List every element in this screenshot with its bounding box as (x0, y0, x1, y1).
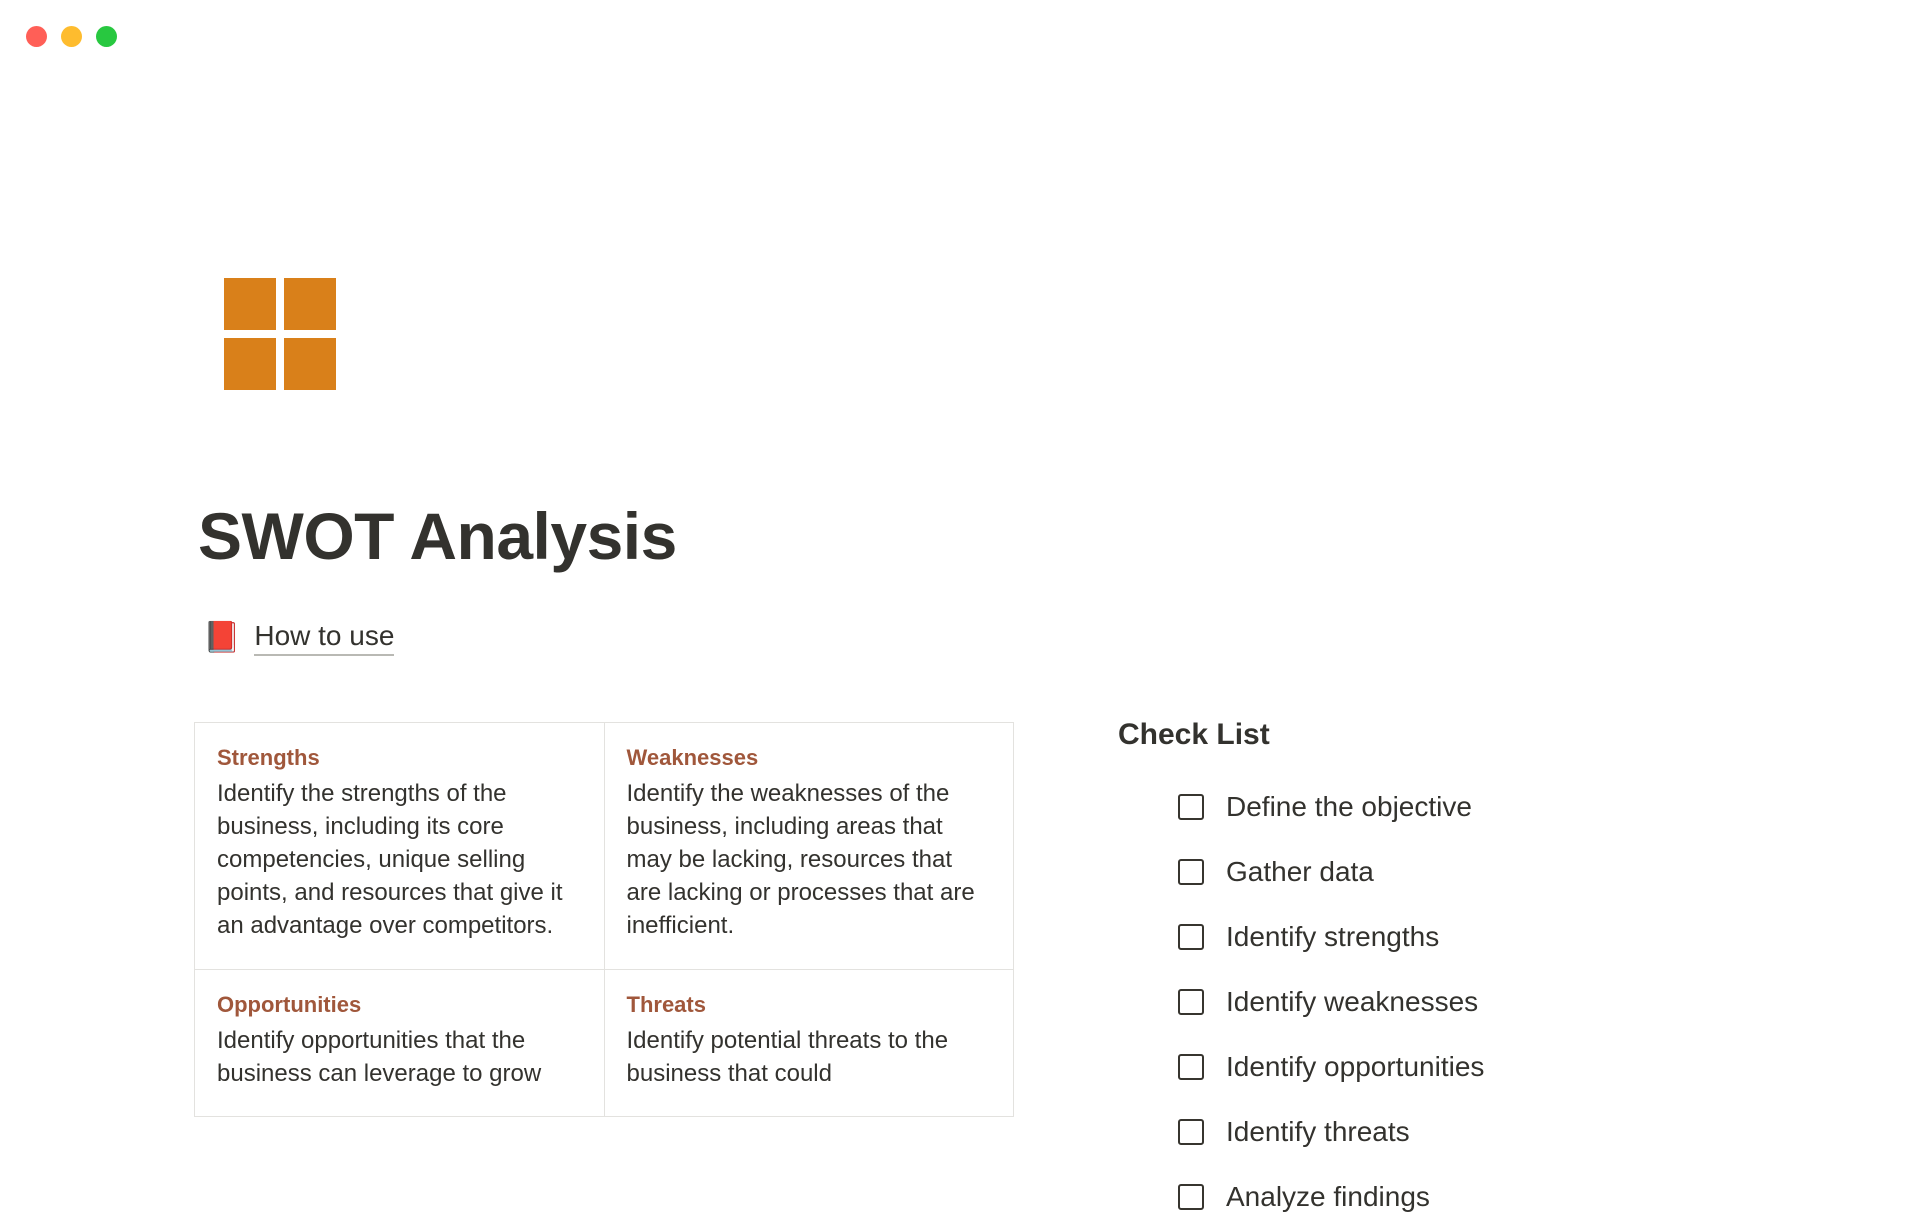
check-item-label: Identify opportunities (1226, 1050, 1485, 1082)
page-title: SWOT Analysis (198, 499, 677, 573)
window-title-bar (0, 0, 1920, 72)
swot-cell-weaknesses[interactable] (605, 723, 1015, 970)
logo-square-bottom-right (284, 338, 336, 390)
list-item[interactable] (1118, 839, 1818, 904)
logo-square-bottom-left (224, 338, 276, 390)
check-list (1118, 718, 1818, 1229)
table-row (195, 723, 1014, 970)
how-to-use-link[interactable] (203, 620, 394, 656)
checkbox-icon[interactable] (1178, 1119, 1204, 1145)
cell-body: Identify opportunities that the business can leverage to grow (217, 1026, 542, 1087)
list-item[interactable] (1118, 1034, 1818, 1099)
list-item[interactable] (1118, 774, 1818, 839)
checkbox-icon[interactable] (1178, 924, 1204, 950)
swot-cell-threats[interactable] (605, 970, 1015, 1117)
list-item[interactable] (1118, 969, 1818, 1034)
list-item[interactable] (1118, 1099, 1818, 1164)
window-controls (26, 26, 117, 47)
list-item[interactable] (1118, 1164, 1818, 1229)
checkbox-icon[interactable] (1178, 859, 1204, 885)
list-item[interactable] (1118, 904, 1818, 969)
minimize-window-button[interactable] (61, 26, 82, 47)
check-item-label: Identify strengths (1226, 920, 1440, 952)
table-row (195, 970, 1014, 1117)
check-item-label: Identify threats (1226, 1115, 1410, 1147)
check-item-label: Define the objective (1226, 790, 1472, 822)
logo-square-top-right (284, 278, 336, 330)
cell-body: Identify potential threats to the business that could (626, 1026, 949, 1087)
checkbox-icon[interactable] (1178, 989, 1204, 1015)
checkbox-icon[interactable] (1178, 794, 1204, 820)
closed-book-icon: 📕 (203, 621, 241, 654)
swot-table (194, 722, 1014, 1117)
how-to-use-label[interactable]: How to use (254, 620, 394, 656)
logo-square-top-left (224, 278, 276, 330)
cell-body: Identify the strengths of the business, including its core competencies, unique selling points, and resources that give it an advantage over competitors. (217, 780, 563, 940)
cell-title: Weaknesses (626, 745, 759, 770)
cell-title: Opportunities (217, 991, 362, 1017)
cell-body: Identify the weaknesses of the business, including areas that may be lacking, resources that are lacking or processes that are inefficient. (626, 780, 975, 940)
check-item-label: Gather data (1226, 855, 1374, 887)
check-item-label: Identify weaknesses (1226, 985, 1479, 1017)
close-window-button[interactable] (26, 26, 47, 47)
swot-cell-opportunities[interactable] (195, 970, 605, 1117)
four-squares-logo-icon (224, 278, 336, 390)
swot-cell-strengths[interactable] (195, 723, 605, 970)
cell-title: Strengths (217, 745, 320, 770)
check-list-title: Check List (1118, 718, 1270, 751)
checkbox-icon[interactable] (1178, 1184, 1204, 1210)
cell-title: Threats (626, 991, 706, 1017)
check-item-label: Analyze findings (1226, 1180, 1430, 1212)
maximize-window-button[interactable] (96, 26, 117, 47)
checkbox-icon[interactable] (1178, 1054, 1204, 1080)
